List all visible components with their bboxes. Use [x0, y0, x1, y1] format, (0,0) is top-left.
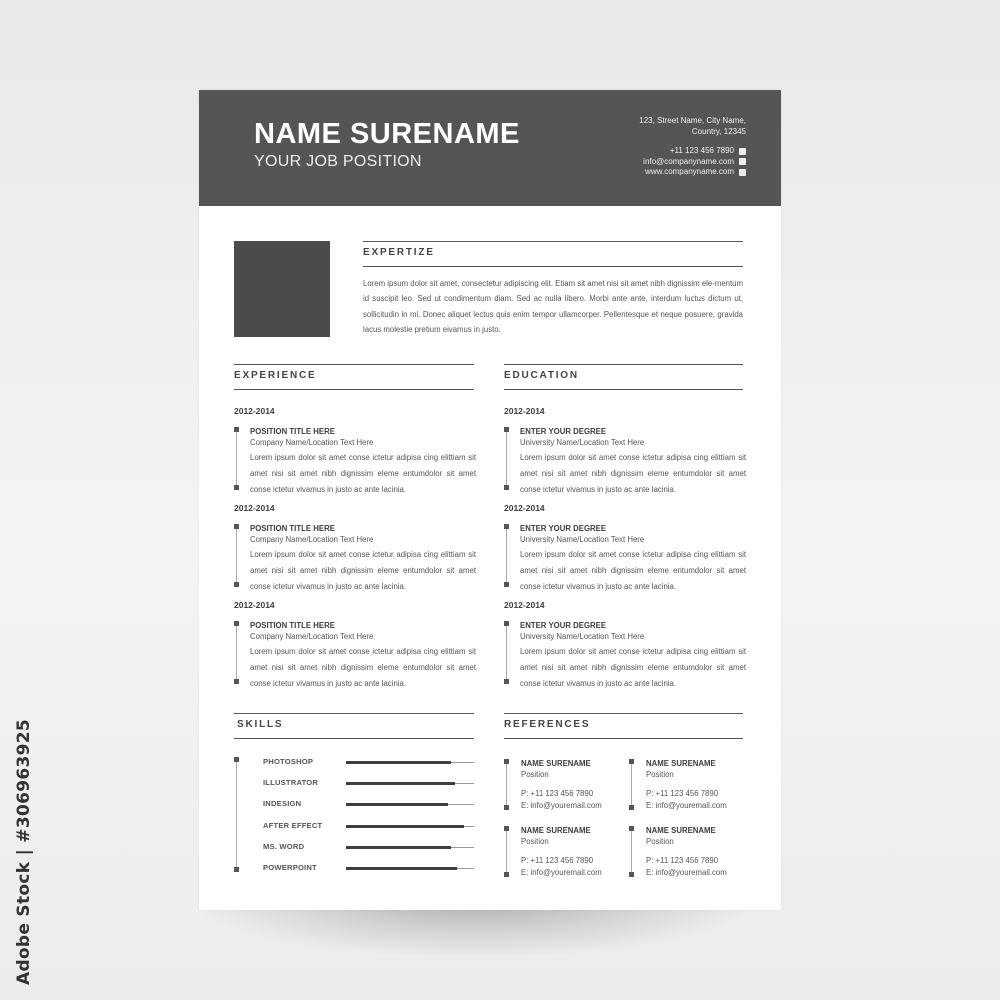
bullet-square: [234, 524, 239, 529]
reference-name: NAME SURENAME: [521, 826, 591, 835]
skill-bar-fill: [346, 825, 464, 828]
header-name: NAME SURENAME: [254, 118, 520, 150]
header-job-position: YOUR JOB POSITION: [254, 153, 422, 170]
bullet-square: [504, 826, 509, 831]
bullet-square: [234, 867, 239, 872]
entry-subtitle: University Name/Location Text Here: [520, 438, 645, 447]
skill-name: AFTER EFFECT: [263, 821, 323, 830]
entry-subtitle: Company Name/Location Text Here: [250, 535, 374, 544]
entry-description: Lorem ipsum dolor sit amet conse ictetur adipisa cing elittiam sit amet nisi sit amet nibh dignissim eleme entumdolor sit amet conse ictetur vivamus in justo ac ante lacinia.: [520, 550, 746, 591]
skill-bar: [346, 804, 474, 805]
bullet-square: [504, 582, 509, 587]
bullet-square: [234, 582, 239, 587]
entry-subtitle: University Name/Location Text Here: [520, 535, 645, 544]
education-year: 2012-2014: [504, 600, 545, 610]
section-title: EXPERTIZE: [363, 247, 435, 258]
bullet-square: [234, 427, 239, 432]
section-header-experience: [234, 364, 474, 390]
entry-description: Lorem ipsum dolor sit amet conse ictetur adipisa cing elittiam sit amet nisi sit amet nibh dignissim eleme entumdolor sit amet conse ictetur vivamus in justo ac ante lacinia.: [520, 647, 746, 688]
bullet-square: [629, 826, 634, 831]
bullet-square: [234, 485, 239, 490]
reference-phone: P: +11 123 456 7890: [521, 789, 594, 798]
section-header-expertize: [363, 241, 743, 267]
section-header-education: [504, 364, 743, 390]
bullet-square: [234, 621, 239, 626]
bullet-square: [629, 805, 634, 810]
phone-text: +11 123 456 7890: [669, 146, 734, 156]
reference-email: E: info@youremail.com: [646, 801, 727, 810]
reference-name: NAME SURENAME: [646, 826, 716, 835]
bullet-square: [629, 759, 634, 764]
section-title: REFERENCES: [504, 719, 591, 730]
skill-bar-fill: [346, 846, 451, 849]
phone-icon: [739, 148, 746, 155]
entry-description: Lorem ipsum dolor sit amet conse ictetur adipisa cing elittiam sit amet nisi sit amet nibh dignissim eleme entumdolor sit amet conse ictetur vivamus in justo ac ante lacinia.: [250, 453, 476, 494]
section-title: EXPERIENCE: [234, 370, 317, 381]
experience-year: 2012-2014: [234, 503, 275, 513]
address-line-2: Country, 12345: [691, 126, 746, 136]
skill-bar-fill: [346, 782, 455, 785]
entry-subtitle: University Name/Location Text Here: [520, 632, 645, 641]
skill-bar: [346, 762, 474, 763]
bullet-square: [504, 524, 509, 529]
skill-bar-fill: [346, 803, 448, 806]
section-header-references: [504, 713, 743, 739]
entry-subtitle: Company Name/Location Text Here: [250, 632, 374, 641]
expertize-text: Lorem ipsum dolor sit amet, consectetur adipiscing elit. Etiam sit amet nisi sit amet nibh dignissim ele-mentum id suscipit leo. Sed ut condimentum diam. Sed ac nulla libero. Morbi ante ante, interdum luctus dictum ut, sollicitudin in mi. Donec aliquet lectus quis enim tempor ullamcorper. Pellentesque et neque posuere, gravida lacus molestie pretium eivamus in justo.: [363, 279, 743, 334]
bullet-square: [234, 679, 239, 684]
entry-subtitle: Company Name/Location Text Here: [250, 438, 374, 447]
section-title: SKILLS: [237, 719, 284, 730]
reference-email: E: info@youremail.com: [521, 868, 602, 877]
header-contact: [639, 116, 746, 178]
email-text: info@companyname.com: [643, 156, 734, 166]
bullet-square: [504, 872, 509, 877]
education-year: 2012-2014: [504, 503, 545, 513]
reference-name: NAME SURENAME: [521, 759, 591, 768]
skill-bar-fill: [346, 761, 451, 764]
entry-title: POSITION TITLE HERE: [250, 427, 335, 436]
bullet-square: [234, 757, 239, 762]
globe-icon: [739, 169, 746, 176]
reference-phone: P: +11 123 456 7890: [646, 856, 719, 865]
bullet-square: [504, 679, 509, 684]
bullet-square: [629, 872, 634, 877]
bullet-square: [504, 759, 509, 764]
skill-name: INDESIGN: [263, 799, 302, 808]
reference-position: Position: [521, 837, 549, 846]
bullet-square: [504, 805, 509, 810]
skill-bar-fill: [346, 867, 457, 870]
entry-description: Lorem ipsum dolor sit amet conse ictetur adipisa cing elittiam sit amet nisi sit amet nibh dignissim eleme entumdolor sit amet conse ictetur vivamus in justo ac ante lacinia.: [520, 453, 746, 494]
email-icon: [739, 158, 746, 165]
entry-title: POSITION TITLE HERE: [250, 524, 335, 533]
entry-title: ENTER YOUR DEGREE: [520, 427, 607, 436]
bullet-square: [504, 621, 509, 626]
bullet-square: [504, 485, 509, 490]
reference-phone: P: +11 123 456 7890: [521, 856, 594, 865]
contact-website: [639, 167, 746, 178]
bullet-square: [504, 427, 509, 432]
website-text: www.companyname.com: [645, 167, 734, 177]
skill-name: PHOTOSHOP: [263, 757, 314, 766]
address-line-1: 123, Street Name, City Name,: [639, 116, 746, 126]
entry-title: ENTER YOUR DEGREE: [520, 621, 607, 630]
reference-position: Position: [646, 837, 674, 846]
entry-description: Lorem ipsum dolor sit amet conse ictetur adipisa cing elittiam sit amet nisi sit amet nibh dignissim eleme entumdolor sit amet conse ictetur vivamus in justo ac ante lacinia.: [250, 647, 476, 688]
skills-timeline: [236, 759, 237, 871]
entry-description: Lorem ipsum dolor sit amet conse ictetur adipisa cing elittiam sit amet nisi sit amet nibh dignissim eleme entumdolor sit amet conse ictetur vivamus in justo ac ante lacinia.: [250, 550, 476, 591]
education-year: 2012-2014: [504, 406, 545, 416]
resume-header: [199, 90, 781, 206]
watermark-text: Adobe Stock | #306963925: [14, 718, 34, 985]
skill-name: ILLUSTRATOR: [263, 778, 319, 787]
skill-name: POWERPOINT: [263, 863, 317, 872]
entry-title: POSITION TITLE HERE: [250, 621, 335, 630]
section-header-skills: [234, 713, 474, 739]
skill-bar: [346, 868, 474, 869]
entry-title: ENTER YOUR DEGREE: [520, 524, 607, 533]
reference-phone: P: +11 123 456 7890: [646, 789, 719, 798]
experience-year: 2012-2014: [234, 406, 275, 416]
photo-placeholder: [234, 241, 330, 337]
reference-email: E: info@youremail.com: [646, 868, 727, 877]
experience-year: 2012-2014: [234, 600, 275, 610]
resume-page: [199, 90, 781, 910]
skill-bar: [346, 783, 474, 784]
skill-bar: [346, 847, 474, 848]
section-title: EDUCATION: [504, 370, 579, 381]
reference-position: Position: [646, 770, 674, 779]
reference-name: NAME SURENAME: [646, 759, 716, 768]
reference-position: Position: [521, 770, 549, 779]
reference-email: E: info@youremail.com: [521, 801, 602, 810]
skill-bar: [346, 826, 474, 827]
skill-name: MS. WORD: [263, 842, 305, 851]
